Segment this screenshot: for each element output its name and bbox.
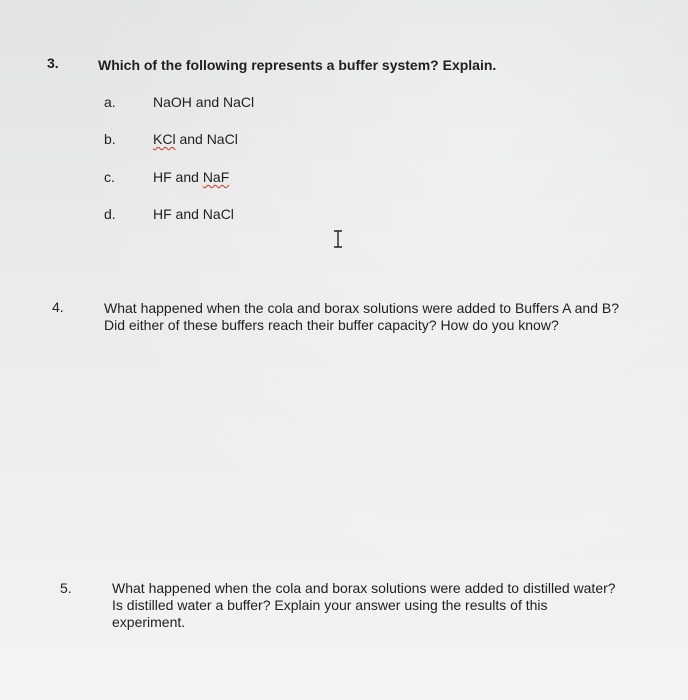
option-c-text xyxy=(153,169,229,186)
question-3-text: Which of the following represents a buffer system? Explain. xyxy=(98,57,497,73)
option-d-text: HF and NaCl xyxy=(153,206,234,222)
option-b-rest: and NaCl xyxy=(175,131,238,147)
option-b-text xyxy=(153,131,238,148)
text-cursor-icon xyxy=(332,230,344,248)
question-4-number: 4. xyxy=(52,299,64,315)
option-d-letter: d. xyxy=(104,206,116,222)
question-5-text: What happened when the cola and borax solutions were added to distilled water? Is distilled water a buffer? Explain your answer using the results of this experiment. xyxy=(112,580,616,630)
option-c-underlined: NaF xyxy=(202,169,230,185)
option-c-plain: HF and xyxy=(153,169,203,185)
question-4-text: What happened when the cola and borax solutions were added to Buffers A and B? Did either of these buffers reach their buffer capacity? How do you know? xyxy=(104,300,619,333)
option-a-letter: a. xyxy=(104,94,116,110)
option-c-letter: c. xyxy=(104,169,115,185)
option-b-letter: b. xyxy=(104,131,116,147)
question-5-number: 5. xyxy=(60,580,72,596)
option-a-text: NaOH and NaCl xyxy=(153,94,255,110)
question-3-number: 3. xyxy=(47,55,59,71)
option-b-underlined: KCl xyxy=(153,131,176,147)
